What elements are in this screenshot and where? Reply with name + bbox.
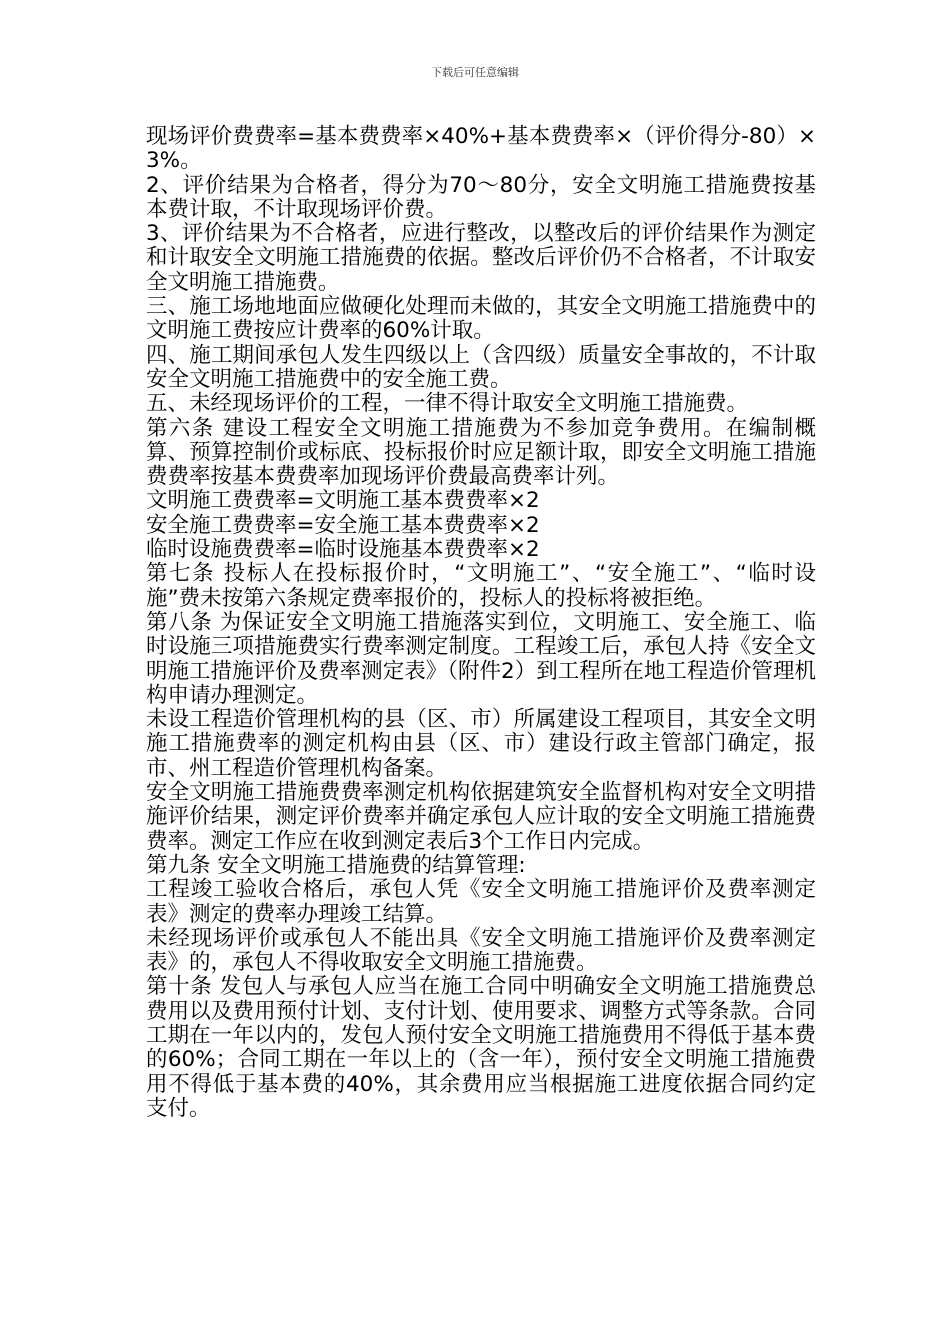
- paragraph-item-four: 四、施工期间承包人发生四级以上（含四级）质量安全事故的，不计取安全文明施工措施费中的安全施工费。: [146, 342, 816, 392]
- paragraph-item-three: 三、施工场地地面应做硬化处理而未做的，其安全文明施工措施费中的文明施工费按应计费率的60%计取。: [146, 294, 816, 344]
- paragraph-qualified-result: 2、评价结果为合格者，得分为70～80分，安全文明施工措施费按基本费计取，不计取现场评价费。: [146, 172, 816, 222]
- paragraph-article-ten: 第十条 发包人与承包人应当在施工合同中明确安全文明施工措施费总费用以及费用预付计划、支付计划、使用要求、调整方式等条款。合同工期在一年以内的，发包人预付安全文明施工措施费用不得低于基本费的60%；合同工期在一年以上的（含一年），预付安全文明施工措施费用不得低于基本费的40%，其余费用应当根据施工进度依据合同约定支付。: [146, 974, 816, 1121]
- paragraph-item-five: 五、未经现场评价的工程，一律不得计取安全文明施工措施费。: [146, 391, 749, 417]
- document-body: [146, 125, 816, 1121]
- paragraph-article-six: 第六条 建设工程安全文明施工措施费为不参加竞争费用。在编制概算、预算控制价或标底、投标报价时应足额计取，即安全文明施工措施费费率按基本费费率加现场评价费最高费率计列。: [146, 415, 816, 490]
- paragraph-safe-construction-rate: 安全施工费费率=安全施工基本费费率×2: [146, 512, 540, 538]
- paragraph-unqualified-result: 3、评价结果为不合格者，应进行整改，以整改后的评价结果作为测定和计取安全文明施工措施费的依据。整改后评价仍不合格者，不计取安全文明施工措施费。: [146, 221, 816, 295]
- paragraph-temporary-facility-rate: 临时设施费费率=临时设施基本费费率×2: [146, 537, 540, 563]
- paragraph-site-evaluation-fee-rate: 现场评价费费率=基本费费率×40%+基本费费率×（评价得分-80）×3%。: [146, 124, 816, 174]
- paragraph-measurement-agency: 安全文明施工措施费费率测定机构依据建筑安全监督机构对安全文明措施评价结果，测定评价费率并确定承包人应计取的安全文明施工措施费费率。测定工作应在收到测定表后3个工作日内完成。: [146, 780, 816, 854]
- paragraph-article-seven: 第七条 投标人在投标报价时，“文明施工”、“安全施工”、“临时设施”费未按第六条规定费率报价的，投标人的投标将被拒绝。: [146, 561, 816, 611]
- paragraph-civilized-construction-rate: 文明施工费费率=文明施工基本费费率×2: [146, 488, 540, 514]
- paragraph-article-nine: 第九条 安全文明施工措施费的结算管理:: [146, 852, 526, 878]
- paragraph-no-evaluation: 未经现场评价或承包人不能出具《安全文明施工措施评价及费率测定表》的，承包人不得收取安全文明施工措施费。: [146, 925, 816, 976]
- paragraph-completion-settlement: 工程竣工验收合格后，承包人凭《安全文明施工措施评价及费率测定表》测定的费率办理竣工结算。: [146, 877, 816, 927]
- page-header: 下载后可任意编辑: [431, 66, 519, 79]
- paragraph-county-measurement: 未设工程造价管理机构的县（区、市）所属建设工程项目，其安全文明施工措施费率的测定机构由县（区、市）建设行政主管部门确定，报市、州工程造价管理机构备案。: [146, 707, 816, 781]
- paragraph-article-eight: 第八条 为保证安全文明施工措施落实到位，文明施工、安全施工、临时设施三项措施费实行费率测定制度。工程竣工后，承包人持《安全文明施工措施评价及费率测定表》（附件2）到工程所在地工程造价管理机构申请办理测定。: [146, 609, 816, 708]
